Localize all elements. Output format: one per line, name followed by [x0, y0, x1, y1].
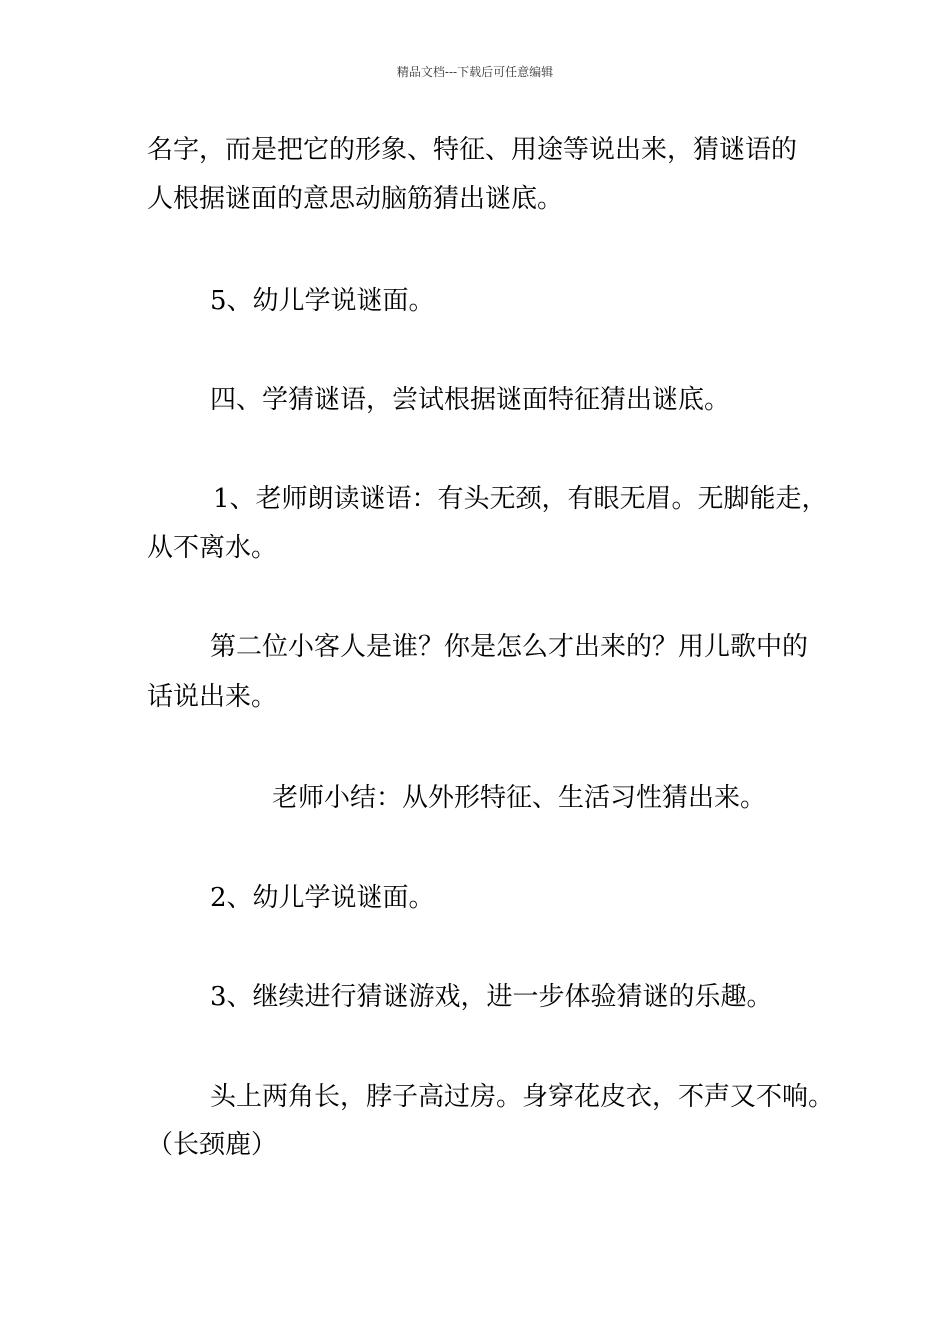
text-line-12: 头上两角长，脖子高过房。身穿花皮衣，不声又不响。 — [210, 1082, 835, 1112]
page-header: 精品文档---下载后可任意编辑 — [396, 65, 554, 79]
text-line-3: 5、幼儿学说谜面。 — [210, 286, 435, 316]
text-line-5: 1、老师朗读谜语：有头无颈，有眼无眉。无脚能走， — [213, 484, 828, 514]
text-line-13: （长颈鹿） — [147, 1130, 278, 1160]
text-line-9: 老师小结：从外形特征、生活习性猜出来。 — [272, 783, 767, 813]
text-line-8: 话说出来。 — [147, 682, 278, 712]
text-line-4: 四、学猜谜语，尝试根据谜面特征猜出谜底。 — [210, 385, 731, 415]
text-line-7: 第二位小客人是谁？你是怎么才出来的？用儿歌中的 — [210, 632, 809, 662]
text-line-1: 名字，而是把它的形象、特征、用途等说出来，猜谜语的 — [147, 135, 798, 165]
text-line-10: 2、幼儿学说谜面。 — [210, 883, 435, 913]
text-line-11: 3、继续进行猜谜游戏，进一步体验猜谜的乐趣。 — [210, 982, 773, 1012]
text-line-6: 从不离水。 — [147, 533, 278, 563]
text-line-2: 人根据谜面的意思动脑筋猜出谜底。 — [147, 184, 564, 214]
